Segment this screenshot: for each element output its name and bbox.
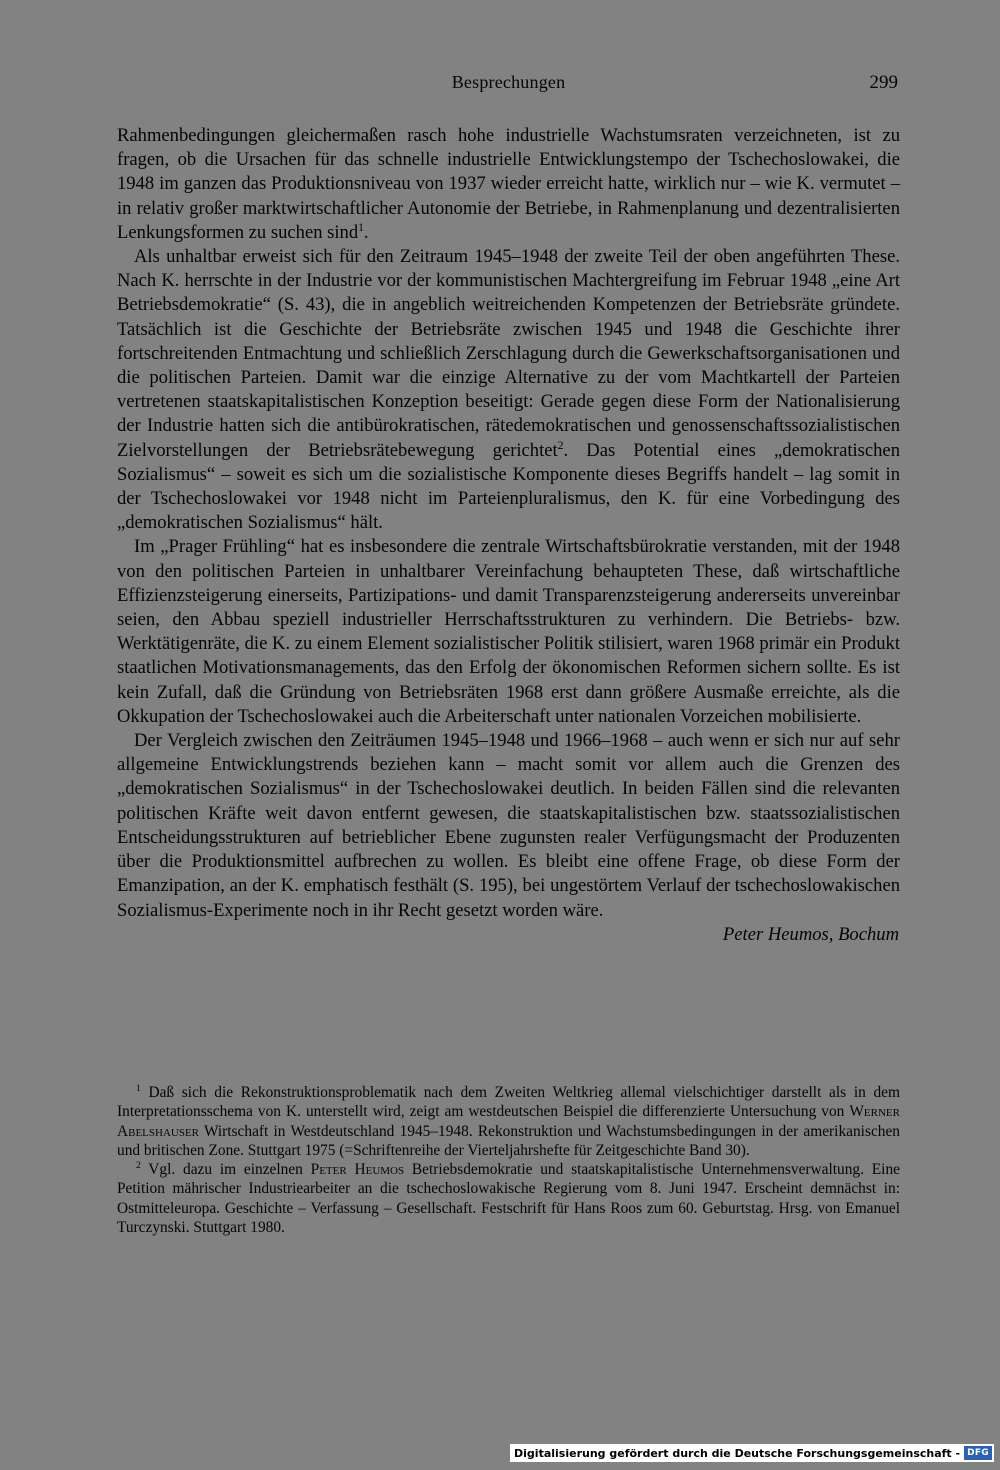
digitization-note: Digitalisierung gefördert durch die Deutsche Forschungsgemeinschaft - — [514, 1446, 961, 1460]
footnote-2-text-b: Betriebsdemokratie und staatskapitalistische Unternehmensverwaltung. Eine Petition mährischer Industriearbeiter an die tschechoslowakische Regierung vom 8. Juni 1947. Erscheint demnächst in: Ostmitteleuropa. Geschichte – Verfassung – Gesellschaft. Festschrift für Hans Roos zum 60. Geburtstag. Hrsg. von Emanuel Turczynski. Stuttgart 1980. — [117, 1161, 900, 1237]
paragraph-4: Der Vergleich zwischen den Zeiträumen 1945–1948 und 1966–1968 – auch wenn er sich nur auf sehr allgemeine Entwicklungstrends beziehen kann – macht somit vor allem auch die Grenzen des „demokratischen Sozialismus“ in der Tschechoslowakei deutlich. In beiden Fällen sind die relevanten politischen Kräfte weit davon entfernt gewesen, die staatskapitalistischen bzw. staatssozialistischen Entscheidungsstrukturen auf betrieblicher Ebene zugunsten realer Verfügungsmacht der Produzenten über die Produktionsmittel aufbrechen zu wollen. Es bleibt eine offene Frage, ob diese Form der Emanzipation, an der K. emphatisch festhält (S. 195), bei ungestörtem Verlauf der tschechoslowakischen Sozialismus-Experimente noch in ihr Recht gesetzt worden wäre. — [117, 730, 900, 921]
dfg-logo-icon: DFG — [964, 1446, 992, 1460]
paragraph-1-text: Rahmenbedingungen gleichermaßen rasch hohe industrielle Wachstumsraten verzeichneten, ist zu fragen, ob die Ursachen für das schnelle industrielle Entwicklungstempo der Tschechoslowakei, die 1948 im ganzen das Produktionsniveau von 1937 wieder erreicht hatte, wirklich nur – wie K. vermutet – in relativ großer marktwirtschaftlicher Autonomie der Betriebe, in Rahmenplanung und dezentralisierten Lenkungsformen zu suchen sind — [117, 125, 900, 243]
digitization-footer — [510, 1444, 994, 1462]
footnote-1-author: Werner Abelshauser — [117, 1103, 900, 1140]
footnote-1-text-b: Wirtschaft in Westdeutschland 1945–1948. Rekonstruktion und Wachstumsbedingungen in der amerikanischen und britischen Zone. Stuttgart 1975 (=Schriftenreihe der Vierteljahrshefte für Zeitgeschichte Band 30). — [117, 1122, 900, 1159]
paragraph-1 — [117, 124, 900, 245]
paragraph-2-end: . Das Potential eines „demokratischen Sozialismus“ – soweit es sich um die sozialistische Komponente dieses Begriffs handelt – lag somit in der Tschechoslowakei vor 1948 nicht im Parteienpluralismus, den K. für eine Vorbedingung des „demokratischen Sozialismus“ hält. — [117, 439, 900, 534]
footnote-ref-2: 2 — [557, 439, 564, 452]
reviewer-signature: Peter Heumos, Bochum — [722, 923, 899, 945]
footnote-1 — [117, 1083, 900, 1160]
footnote-2-author: Peter Heumos — [310, 1161, 405, 1179]
footnote-2 — [117, 1160, 900, 1237]
paragraph-1-end: . — [363, 221, 369, 243]
running-head — [117, 72, 900, 96]
paragraph-2 — [117, 245, 900, 535]
footnote-1-marker: 1 — [136, 1082, 141, 1094]
footnote-ref-1: 1 — [358, 221, 364, 234]
running-head-title: Besprechungen — [451, 72, 566, 92]
footnote-1-text-a: Daß sich die Rekonstruktionsproblematik nach dem Zweiten Weltkrieg allemal vielschichtiger darstellt als in dem Interpretationsschema von K. unterstellt wird, zeigt am westdeutschen Beispiel die differenzierte Untersuchung von — [117, 1084, 900, 1121]
review-body — [117, 124, 900, 947]
page-number: 299 — [869, 72, 898, 93]
paragraph-2-text: Als unhaltbar erweist sich für den Zeitraum 1945–1948 der zweite Teil der oben angeführten These. Nach K. herrschte in der Industrie vor der kommunistischen Machtergreifung im Februar 1948 „eine Art Betriebsdemokratie“ (S. 43), die in angeblich weitreichenden Kompetenzen der Betriebsräte gründete. Tatsächlich ist die Geschichte der Betriebsräte zwischen 1945 und 1948 die Geschichte ihrer fortschreitenden Entmachtung und schließlich Zerschlagung durch die Gewerkschaftsorganisationen und die politischen Parteien. Damit war die einzige Alternative zu der vom Machtkartell der Parteien vertretenen staatskapitalistischen Konzeption beseitigt: Gerade gegen diese Form der Nationalisierung der Industrie hatten sich die antibürokratischen, rätedemokratischen und genossenschaftssozialistischen Zielvorstellungen der Betriebsrätebewegung gerichtet — [117, 246, 900, 461]
footnote-2-text-a: Vgl. dazu im einzelnen — [148, 1161, 303, 1179]
footnote-2-marker: 2 — [136, 1160, 141, 1172]
footnotes — [117, 1083, 900, 1237]
paragraph-3: Im „Prager Frühling“ hat es insbesondere die zentrale Wirtschaftsbürokratie verstanden, mit der 1948 von den politischen Parteien in unhaltbarer Vereinfachung behaupteten These, daß wirtschaftliche Effizienzsteigerung einerseits, Partizipations- und damit Transparenzsteigerung andererseits unvereinbar seien, den Abbau speziell industrieller Herrschaftsstrukturen zu verhindern. Die Betriebs- bzw. Werktätigenräte, die K. zu einem Element sozialistischer Politik stilisiert, waren 1968 primär ein Produkt staatlichen Motivationsmanagements, das den Erfolg der ökonomischen Reformen sichern sollte. Es ist kein Zufall, daß die Gründung von Betriebsräten 1968 erst dann größere Ausmaße erreichte, als die Okkupation der Tschechoslowakei auch die Arbeiterschaft unter nationalen Vorzeichen mobilisierte. — [117, 536, 900, 727]
